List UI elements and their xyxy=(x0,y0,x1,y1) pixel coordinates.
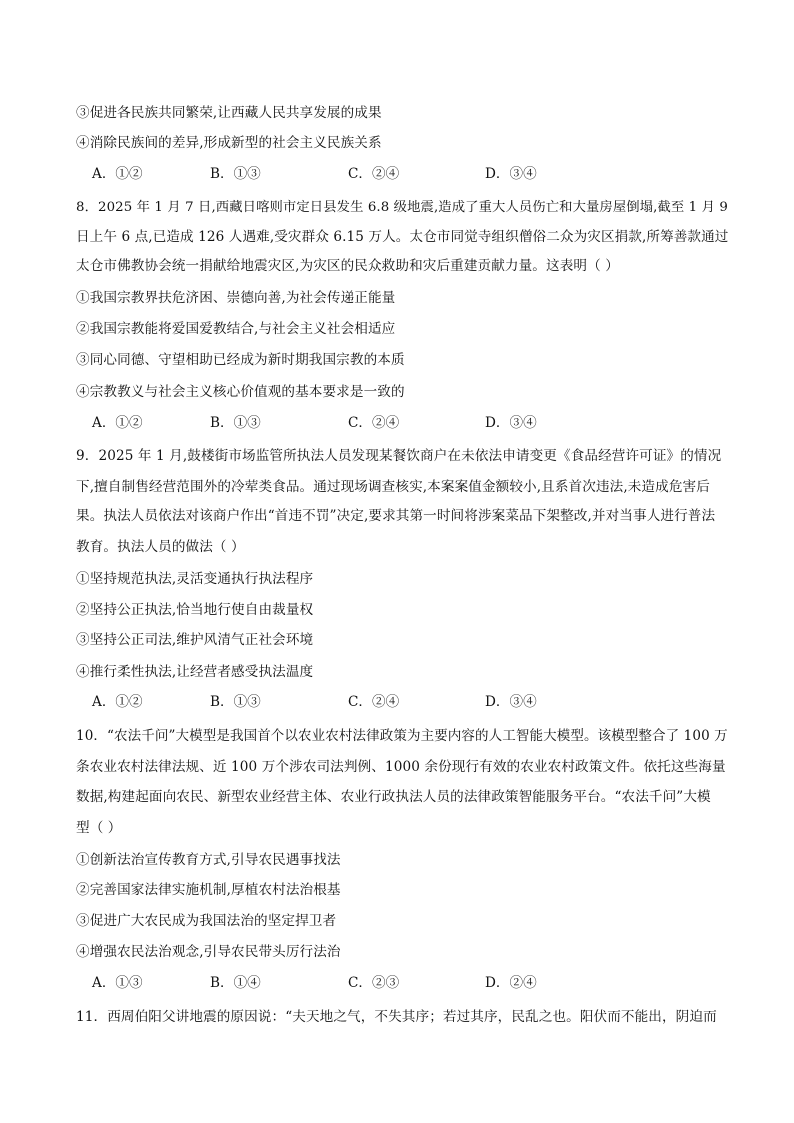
q9-stem-line-3: 果。执法人员依法对该商户作出“首违不罚”决定,要求其第一时间将涉案菜品下架整改,并对当事人进行普法 xyxy=(76,508,716,524)
q7-option-c[interactable]: C．②④ xyxy=(348,166,400,182)
q8-stem-line-1: 8．2025 年 1 月 7 日,西藏日喀则市定日县发生 6.8 级地震,造成了重大人员伤亡和大量房屋倒塌,截至 1 月 9 xyxy=(76,200,728,215)
q8-statement-4: ④宗教教义与社会主义核心价值观的基本要求是一致的 xyxy=(76,384,405,400)
q10-statement-4: ④增强农民法治观念,引导农民带头厉行法治 xyxy=(76,944,341,960)
q7-option-a[interactable]: A．①② xyxy=(92,166,143,182)
q10-stem-line-4: 型（ ） xyxy=(76,820,122,836)
q7-option-d[interactable]: D．③④ xyxy=(485,166,537,182)
q8-stem-line-2: 日上午 6 点,已造成 126 人遇难,受灾群众 6.15 万人。太仓市同觉寺组织僧俗二众为灾区捐款,所筹善款通过 xyxy=(76,229,729,245)
q10-options xyxy=(92,973,732,993)
q10-statement-2: ②完善国家法律实施机制,厚植农村法治根基 xyxy=(76,882,341,898)
q9-statement-1: ①坚持规范执法,灵活变通执行执法程序 xyxy=(76,571,314,587)
q9-option-c[interactable]: C．②④ xyxy=(348,694,400,710)
q7-statement-3: ③促进各民族共同繁荣,让西藏人民共享发展的成果 xyxy=(76,105,382,121)
q9-option-a[interactable]: A．①② xyxy=(92,694,143,710)
q8-options xyxy=(92,413,732,433)
q9-statement-4: ④推行柔性执法,让经营者感受执法温度 xyxy=(76,664,314,680)
q8-option-d[interactable]: D．③④ xyxy=(485,415,537,431)
q8-option-c[interactable]: C．②④ xyxy=(348,415,400,431)
q8-statement-3: ③同心同德、守望相助已经成为新时期我国宗教的本质 xyxy=(76,352,405,368)
q8-stem-line-3: 太仓市佛教协会统一捐献给地震灾区,为灾区的民众救助和灾后重建贡献力量。这表明（ ） xyxy=(76,258,619,274)
q8-statement-1: ①我国宗教界扶危济困、崇德向善,为社会传递正能量 xyxy=(76,290,396,306)
q8-statement-2: ②我国宗教能将爱国爱教结合,与社会主义社会相适应 xyxy=(76,321,396,337)
q9-options xyxy=(92,692,732,712)
q7-option-b[interactable]: B．①③ xyxy=(210,166,261,182)
q10-option-d[interactable]: D．②④ xyxy=(485,975,537,991)
q9-stem-line-1: 9．2025 年 1 月,鼓楼街市场监管所执法人员发现某餐饮商户在未依法申请变更《食品经营许可证》的情况 xyxy=(76,448,722,464)
q10-stem-line-1: 10．“农法千问”大模型是我国首个以农业农村法律政策为主要内容的人工智能大模型。该模型整合了 100 万 xyxy=(76,728,728,744)
q10-stem-line-3: 数据,构建起面向农民、新型农业经营主体、农业行政执法人员的法律政策智能服务平台。“农法千问”大模 xyxy=(76,789,711,805)
q9-stem-line-2: 下,擅自制售经营范围外的冷荤类食品。通过现场调查核实,本案案值金额较小,且系首次违法,未造成危害后 xyxy=(76,479,710,495)
q10-statement-1: ①创新法治宣传教育方式,引导农民遇事找法 xyxy=(76,852,341,868)
q7-options xyxy=(92,164,732,184)
q10-option-a[interactable]: A．①③ xyxy=(92,975,143,991)
q9-option-b[interactable]: B．①③ xyxy=(210,694,261,710)
q7-statement-4: ④消除民族间的差异,形成新型的社会主义民族关系 xyxy=(76,135,382,151)
q9-statement-2: ②坚持公正执法,恰当地行使自由裁量权 xyxy=(76,602,314,618)
q8-option-b[interactable]: B．①③ xyxy=(210,415,261,431)
q9-statement-3: ③坚持公正司法,维护风清气正社会环境 xyxy=(76,632,314,648)
q10-option-b[interactable]: B．①④ xyxy=(210,975,261,991)
q10-option-c[interactable]: C．②③ xyxy=(348,975,400,991)
q8-option-a[interactable]: A．①② xyxy=(92,415,143,431)
q10-stem-line-2: 条农业农村法律法规、近 100 万个涉农司法判例、1000 余份现行有效的农业农村政策文件。依托这些海量 xyxy=(76,759,726,775)
q9-option-d[interactable]: D．③④ xyxy=(485,694,537,710)
q11-stem-line-1: 11．西周伯阳父讲地震的原因说：“夫天地之气，不失其序；若过其序，民乱之也。阳伏而不能出，阴迫而 xyxy=(76,1009,717,1025)
q9-stem-line-4: 教育。执法人员的做法（ ） xyxy=(76,539,245,555)
q10-statement-3: ③促进广大农民成为我国法治的坚定捍卫者 xyxy=(76,913,337,929)
